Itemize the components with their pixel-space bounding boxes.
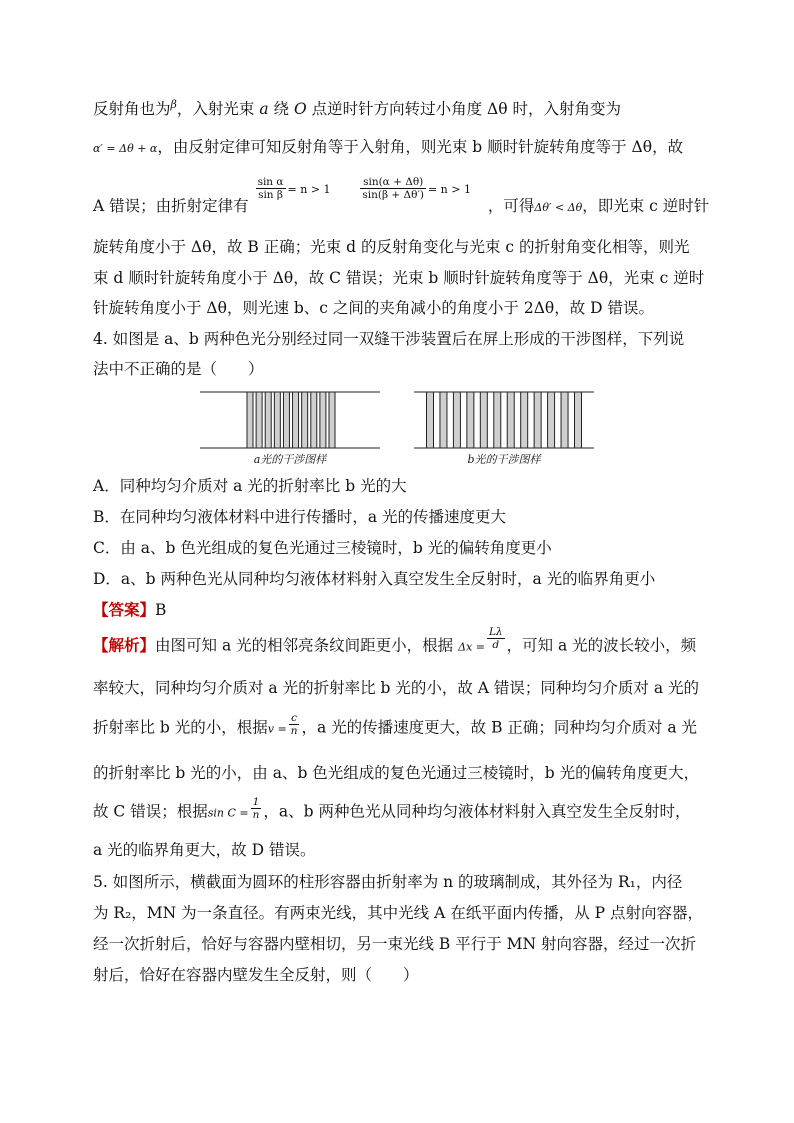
text-span: A 错误；由折射定律有 <box>93 197 249 215</box>
text-span: ，即光束 c 逆时针 <box>582 197 710 215</box>
bright-fringe <box>274 392 280 448</box>
fraction-numerator: c <box>289 712 300 725</box>
text-span: 反射角也为 <box>93 100 171 119</box>
bright-fringe <box>256 392 262 448</box>
analysis-tag: 【解析】 <box>93 635 156 655</box>
text-span: 绕 <box>273 100 290 119</box>
fraction-denominator: n <box>290 725 298 737</box>
answer-tag: 【答案】 <box>93 600 156 619</box>
text-span: ，可知 a 光的波长较小，频 <box>506 636 697 655</box>
question-5-stem: 5. 如图所示，横截面为圆环的柱形容器由折射率为 n 的玻璃制成，其外径为 R₁，内径 <box>93 873 683 891</box>
analysis-line <box>93 712 697 746</box>
bright-fringe <box>453 392 460 448</box>
text-span: 故 C 错误；根据 <box>93 802 208 821</box>
text-line: 针旋转角度小于 Δθ，则光速 b、c 之间的夹角减小的角度小于 2Δθ，故 D 错误。 <box>93 299 655 317</box>
bright-fringe <box>320 392 326 448</box>
bright-fringe <box>247 392 253 448</box>
fraction-c-n <box>289 712 300 737</box>
text-line <box>93 137 683 159</box>
bright-fringe <box>283 392 289 448</box>
option-a: A．同种均匀介质对 a 光的折射率比 b 光的大 <box>93 477 407 495</box>
fraction-numerator: sin α <box>257 176 284 188</box>
fraction-denominator: d <box>492 639 500 651</box>
text-span: ，由反射定律可知反射角等于入射角，则光束 b 顺时针旋转角度等于 Δθ，故 <box>157 138 684 156</box>
text-span: ，a、b 两种色光从同种均匀液体材料射入真空发生全反射时， <box>263 802 691 821</box>
analysis-line: 率较大，同种均匀介质对 a 光的折射率比 b 光的小，故 A 错误；同种均匀介质对 a 光的 <box>93 679 700 697</box>
question-5-stem: 射后，恰好在容器内壁发生全反射，则（ ） <box>93 966 419 984</box>
text-line <box>93 95 621 119</box>
answer-value: B <box>155 601 167 619</box>
text-span: 由图可知 a 光的相邻亮条纹间距更小，根据 <box>155 636 454 655</box>
text-span: 折射率比 b 光的小，根据 <box>93 718 268 737</box>
bright-fringe <box>427 392 434 448</box>
question-4-stem: 法中不正确的是（ ） <box>93 360 264 378</box>
interference-pattern-a <box>200 390 380 450</box>
fraction-denominator: sin(β + Δθ′) <box>362 189 424 201</box>
bright-fringe <box>494 392 501 448</box>
option-b: B．在同种均匀液体材料中进行传播时，a 光的传播速度更大 <box>93 508 507 526</box>
text-line: 束 d 顺时针旋转角度小于 Δθ，故 C 错误；光束 b 顺时针旋转角度等于 Δθ，光束 c 逆时 <box>93 269 705 287</box>
inequality: Δθ′ < Δθ <box>534 201 583 214</box>
beta-symbol: β <box>170 98 177 111</box>
equation-tail: = n > 1 <box>427 183 471 196</box>
figure-a-caption: a光的干涉图样 <box>253 453 327 466</box>
question-4-stem: 4. 如图是 a、b 两种色光分别经过同一双缝干涉装置后在屏上形成的干涉图样，下列说 <box>93 330 685 348</box>
analysis-line <box>93 796 690 830</box>
bright-fringe <box>548 392 555 448</box>
answer-line <box>93 600 166 620</box>
bright-fringe <box>311 392 317 448</box>
bright-fringe <box>575 392 582 448</box>
question-5-stem: 为 R₂，MN 为一条直径。有两束光线，其中光线 A 在纸平面内传播，从 P 点射向容器， <box>93 904 704 922</box>
fraction-denominator: sin β <box>258 189 283 201</box>
bright-fringe <box>293 392 299 448</box>
text-span: ，可得 <box>487 197 535 215</box>
bright-fringe <box>329 392 335 448</box>
fraction-denominator: n <box>252 809 260 821</box>
analysis-line: 的折射率比 b 光的小，由 a、b 色光组成的复色光通过三棱镜时，b 光的偏转角度更大， <box>93 764 700 782</box>
text-span: ，入射光束 <box>176 100 255 119</box>
text-span: ，a 光的传播速度更大，故 B 正确；同种均匀介质对 a 光 <box>301 718 697 737</box>
bright-fringe <box>507 392 514 448</box>
text-span: 点逆时针方向转过小角度 Δθ 时，入射角变为 <box>311 100 622 119</box>
var-a: a <box>259 100 269 119</box>
bright-fringe <box>467 392 474 448</box>
var-o: O <box>293 100 307 119</box>
option-c: C．由 a、b 色光组成的复色光通过三棱镜时，b 光的偏转角度更小 <box>93 539 552 557</box>
figure-b-caption: b光的干涉图样 <box>467 453 541 466</box>
bright-fringe <box>534 392 541 448</box>
bright-fringe <box>521 392 528 448</box>
bright-fringe <box>265 392 271 448</box>
formula-sin-c: sin C = <box>207 806 249 820</box>
fraction-numerator: 1 <box>251 796 262 809</box>
fraction-numerator: sin(α + Δθ) <box>360 176 426 189</box>
interference-pattern-b <box>414 390 594 450</box>
fraction-sin-alpha-beta <box>256 176 286 201</box>
fraction-numerator: Lλ <box>488 626 503 638</box>
equation-tail: = n > 1 <box>287 183 331 196</box>
fraction-sin-sum <box>360 176 426 201</box>
formula-alpha-prime: α′ = Δθ + α <box>93 142 158 155</box>
analysis-line <box>93 626 696 660</box>
bright-fringe <box>440 392 447 448</box>
option-d: D．a、b 两种色光从同种均匀液体材料射入真空发生全反射时，a 光的临界角更小 <box>93 570 656 588</box>
fraction-1-n <box>251 796 262 821</box>
bright-fringe <box>302 392 308 448</box>
question-5-stem: 经一次折射后，恰好与容器内壁相切，另一束光线 B 平行于 MN 射向容器，经过一次折 <box>93 935 697 953</box>
bright-fringe <box>561 392 568 448</box>
analysis-line: a 光的临界角更大，故 D 错误。 <box>93 841 316 859</box>
bright-fringe <box>480 392 487 448</box>
text-line: 旋转角度小于 Δθ，故 B 正确；光束 d 的反射角变化与光束 c 的折射角变化相等，则光 <box>93 238 690 256</box>
formula-delta-x: Δx = <box>458 640 485 654</box>
fraction-l-lambda-d <box>487 626 505 651</box>
text-line <box>93 176 710 220</box>
formula-v: v = <box>267 722 287 736</box>
